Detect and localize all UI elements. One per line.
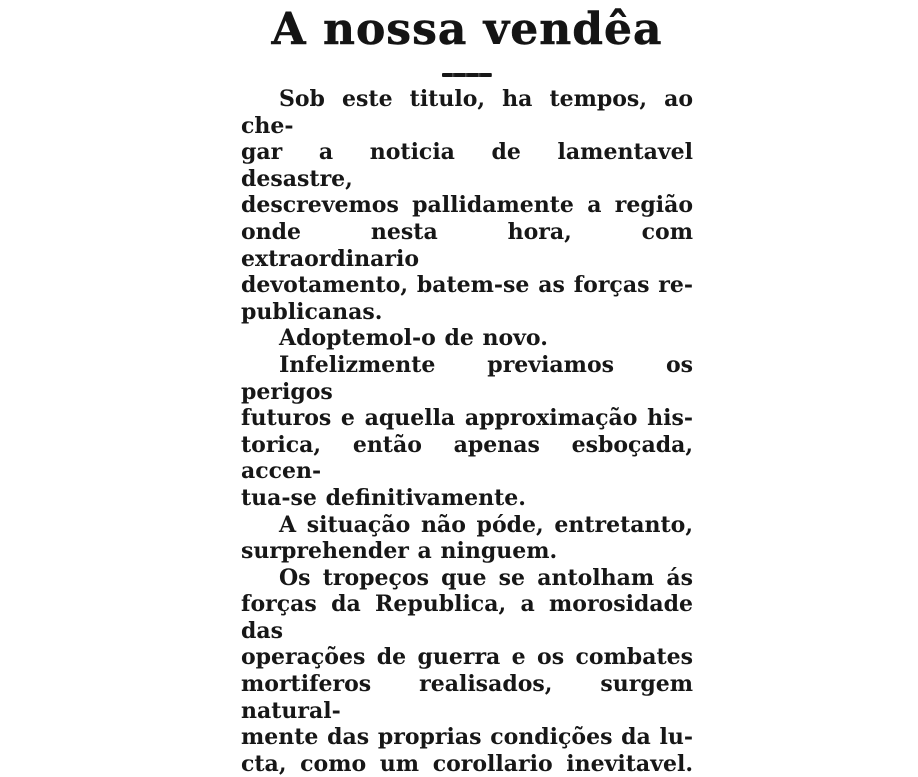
text-line: Infelizmente previamos os perigos bbox=[241, 351, 693, 405]
text-line: mortiferos realisados, surgem natural- bbox=[241, 671, 693, 724]
article-body bbox=[241, 86, 693, 777]
text-line: descrevemos pallidamente a região bbox=[241, 192, 693, 219]
text-line: torica, então apenas esboçada, accen- bbox=[241, 431, 693, 485]
text-line: onde nesta hora, com extraordinario bbox=[241, 218, 693, 272]
text-line: forças da Republica, a morosidade das bbox=[241, 591, 693, 644]
text-line: futuros e aquella approximação his- bbox=[241, 405, 693, 432]
text-line: A situação não póde, entretanto, bbox=[279, 511, 693, 538]
text-line: cta, como um corollario inevitavel. bbox=[241, 750, 693, 777]
text-line: mente das proprias condições da lu- bbox=[241, 724, 693, 751]
text-line: surprehender a ninguem. bbox=[241, 538, 558, 565]
text-line: devotamento, batem-se as forças re- bbox=[241, 272, 693, 299]
text-line: gar a noticia de lamentavel desastre, bbox=[241, 139, 693, 192]
text-line: tua-se definitivamente. bbox=[241, 484, 526, 511]
paragraph bbox=[241, 86, 693, 325]
article-title: A nossa vendêa bbox=[271, 4, 663, 55]
paragraph bbox=[241, 352, 693, 512]
article-column bbox=[241, 0, 693, 777]
title-divider-rule-icon bbox=[442, 73, 492, 77]
text-line: publicanas. bbox=[241, 298, 383, 325]
text-line: Os tropeços que se antolham ás bbox=[279, 564, 693, 591]
paragraph bbox=[241, 325, 693, 352]
text-line: Sob este titulo, ha tempos, ao che- bbox=[241, 86, 693, 139]
text-line: operações de guerra e os combates bbox=[241, 644, 693, 671]
text-line: Adoptemol-o de novo. bbox=[279, 325, 548, 352]
paragraph bbox=[241, 565, 693, 777]
paragraph bbox=[241, 512, 693, 565]
